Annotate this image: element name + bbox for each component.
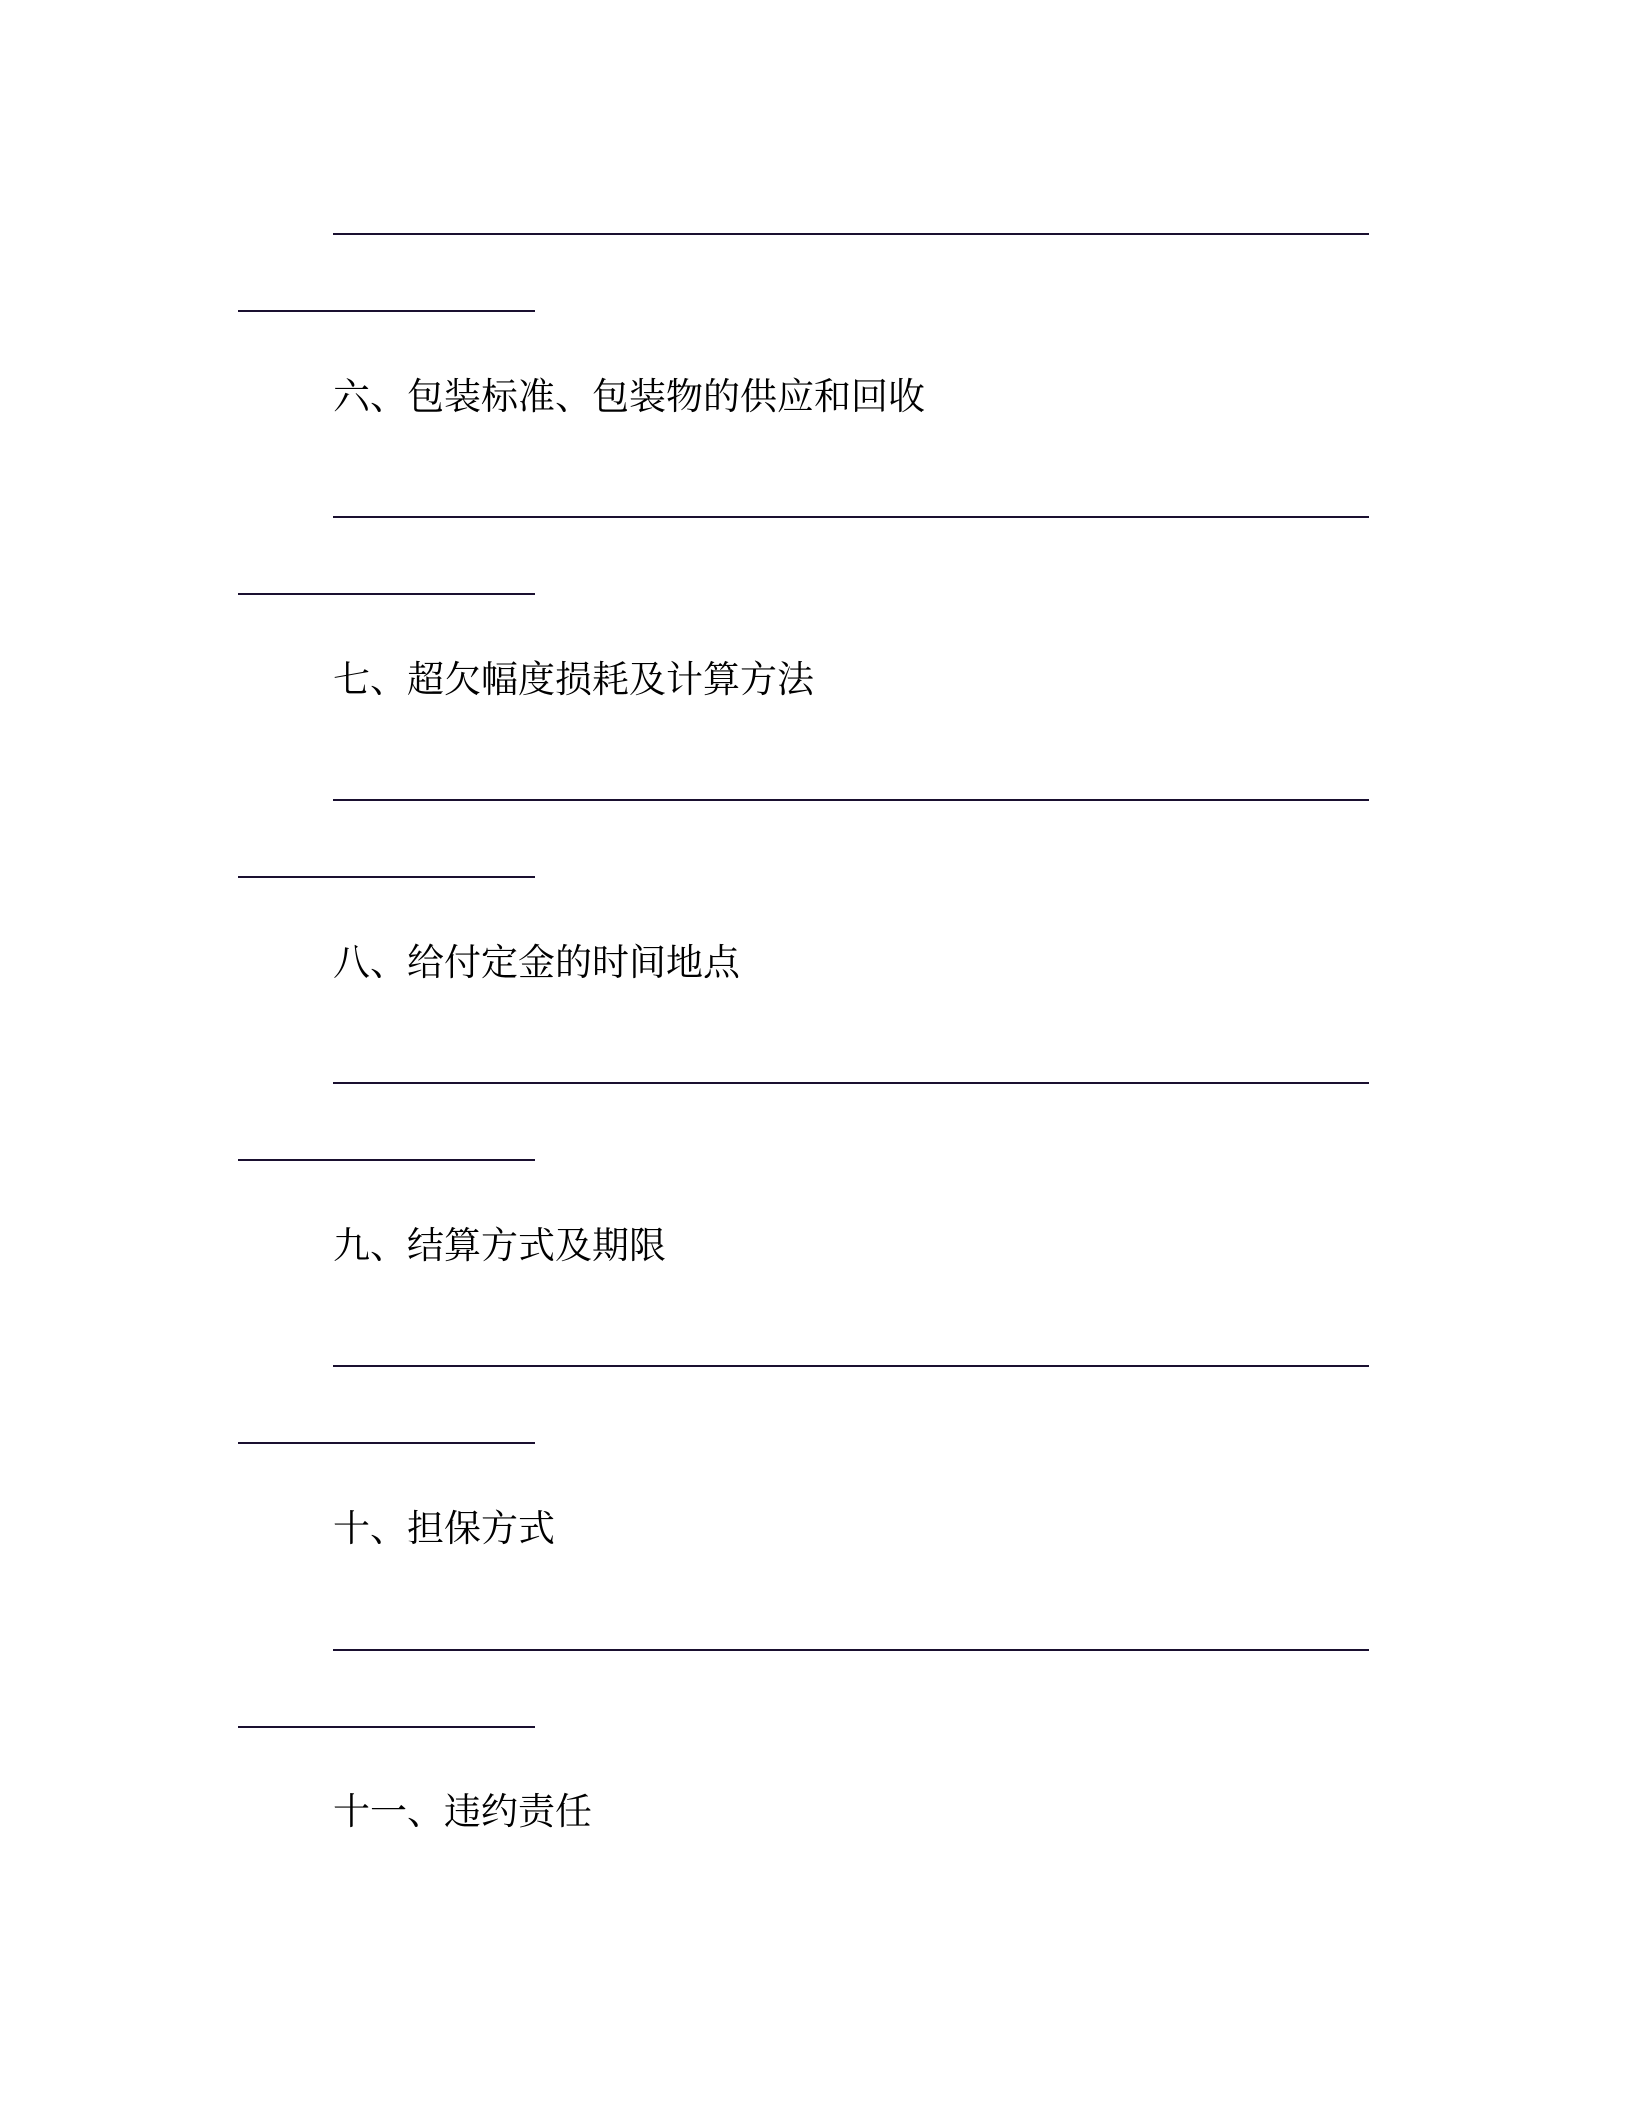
section-heading: 六、包装标准、包装物的供应和回收: [333, 375, 925, 418]
section-heading: 九、结算方式及期限: [333, 1224, 666, 1267]
section-heading: 十、担保方式: [333, 1507, 555, 1550]
blank-line: [238, 876, 535, 878]
blank-line: [238, 1159, 535, 1161]
section-heading: 七、超欠幅度损耗及计算方法: [333, 658, 814, 701]
section-heading: 十一、违约责任: [333, 1790, 592, 1833]
blank-line: [333, 1082, 1369, 1084]
blank-line: [333, 1365, 1369, 1367]
blank-line: [238, 1442, 535, 1444]
blank-line: [238, 1726, 535, 1728]
blank-line: [333, 233, 1369, 235]
blank-line: [333, 799, 1369, 801]
blank-line: [238, 593, 535, 595]
blank-line: [238, 310, 535, 312]
blank-line: [333, 1649, 1369, 1651]
section-heading: 八、给付定金的时间地点: [333, 941, 740, 984]
blank-line: [333, 516, 1369, 518]
